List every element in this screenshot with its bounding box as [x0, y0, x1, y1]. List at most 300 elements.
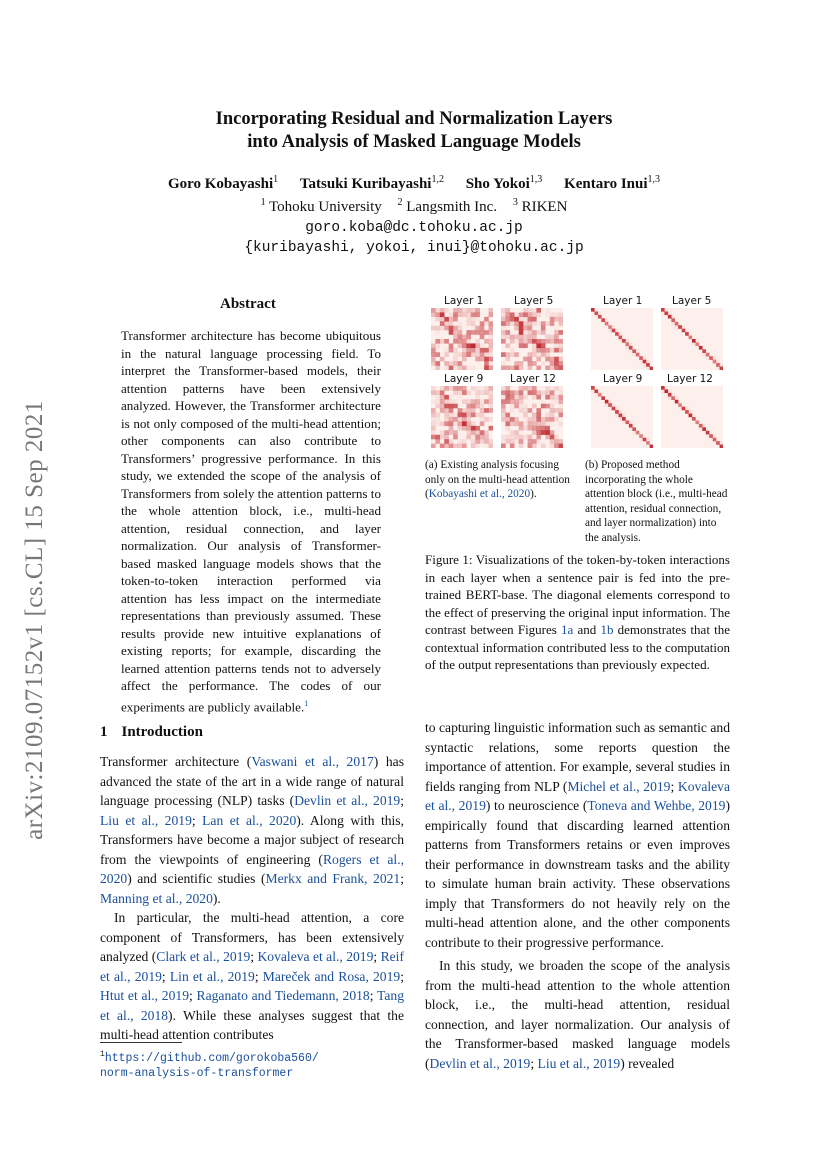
heatmap-cell	[692, 417, 696, 421]
heatmap-cell	[510, 408, 515, 413]
heatmap-cell	[528, 435, 533, 440]
heatmap-cell	[550, 435, 555, 440]
author: Sho Yokoi$^{1,3}$	[465, 174, 543, 192]
citation-link[interactable]: Kovaleva et al., 2019	[257, 949, 374, 964]
citation-link[interactable]: Clark et al., 2019	[156, 949, 251, 964]
heatmap-cell	[462, 335, 467, 340]
heatmap-cell	[550, 386, 555, 391]
heatmap-b-layer1	[591, 308, 653, 370]
heatmap-cell	[536, 352, 541, 357]
heatmap-cell	[462, 399, 467, 404]
heatmap-cell	[510, 317, 515, 322]
heatmap-cell	[453, 308, 458, 313]
citation-link[interactable]: Lan et al., 2020	[202, 812, 297, 828]
figure-ref-1a[interactable]: 1a	[561, 622, 574, 637]
heatmap-cell	[545, 421, 550, 426]
heatmap-cell	[664, 311, 668, 315]
heatmap-cell	[528, 308, 533, 313]
heatmap-cell	[554, 395, 559, 400]
heatmap-cell	[661, 311, 665, 315]
heatmap-cell	[458, 386, 463, 391]
heatmap-cell	[431, 413, 436, 418]
heatmap-cell	[536, 366, 541, 370]
heatmap-cell	[449, 404, 454, 409]
heatmap-cell	[466, 399, 471, 404]
heatmap-cell	[528, 421, 533, 426]
citation-link[interactable]: Merkx and Frank, 2021	[265, 871, 401, 886]
heatmap-cell	[541, 343, 546, 348]
heatmap-cell	[484, 330, 489, 335]
heatmap-cell	[505, 435, 510, 440]
heatmap-cell	[462, 366, 467, 370]
heatmap-cell	[559, 330, 563, 335]
heatmap-cell	[523, 357, 528, 362]
heatmap-cell	[480, 390, 485, 395]
heatmap-cell	[462, 390, 467, 395]
heatmap-cell	[545, 435, 550, 440]
heatmap-cell	[519, 435, 524, 440]
heatmap-cell	[550, 417, 555, 422]
heatmap-cell	[458, 439, 463, 444]
heatmap-cell	[554, 348, 559, 353]
heatmap-cell	[440, 357, 445, 362]
heatmap-cell	[449, 326, 454, 331]
heatmap-cell	[440, 321, 445, 326]
heatmap-cell	[550, 444, 555, 448]
heatmap-cell	[440, 435, 445, 440]
heatmap-cell	[643, 360, 647, 364]
heatmap-cell	[532, 361, 537, 366]
author: Tatsuki Kuribayashi$^{1,2}$	[299, 174, 444, 192]
heatmap-cell	[480, 343, 485, 348]
heatmap-cell	[685, 407, 689, 411]
heatmap-cell	[629, 346, 633, 350]
heatmap-b-layer12	[661, 386, 723, 448]
heatmap-cell	[489, 390, 493, 395]
heatmap-cell	[510, 321, 515, 326]
heatmap-cell	[440, 444, 445, 448]
heatmap-cell	[671, 396, 675, 400]
heatmap-cell	[536, 435, 541, 440]
heatmap-cell	[501, 417, 506, 422]
heatmap-cell	[601, 396, 605, 400]
heatmap-cell	[699, 424, 703, 428]
heatmap-cell	[699, 427, 703, 431]
figure-ref-1b[interactable]: 1b	[600, 622, 614, 637]
heatmap-cell	[619, 414, 623, 418]
heatmap-cell	[532, 430, 537, 435]
heatmap-cell	[435, 390, 440, 395]
heatmap-cell	[449, 366, 454, 370]
heatmap-cell	[480, 421, 485, 426]
heatmap-cell	[605, 403, 609, 407]
heatmap-cell	[514, 335, 519, 340]
heatmap-cell	[462, 444, 467, 448]
affiliation: $^1$ Tohoku University	[260, 197, 382, 215]
citation-link[interactable]: Tang et al., 2018	[100, 988, 404, 1023]
heatmap-cell	[541, 348, 546, 353]
heatmap-cell	[480, 439, 485, 444]
heatmap-cell	[458, 413, 463, 418]
heatmap-cell	[514, 430, 519, 435]
heatmap-cell	[462, 386, 467, 391]
heatmap-cell	[505, 421, 510, 426]
heatmap-cell	[505, 366, 510, 370]
heatmap-cell	[462, 439, 467, 444]
heatmap-cell	[643, 356, 647, 360]
citation-link[interactable]: Michel et al., 2019	[567, 778, 671, 794]
heatmap-cell	[475, 308, 480, 313]
heatmap-cell	[629, 424, 633, 428]
heatmap-cell	[541, 321, 546, 326]
heatmap-cell	[466, 317, 471, 322]
heatmap-cell	[489, 312, 493, 317]
heatmap-cell	[471, 348, 476, 353]
heatmap-cell	[505, 357, 510, 362]
heatmap-cell	[501, 330, 506, 335]
heatmap-cell	[608, 407, 612, 411]
heatmap-cell	[541, 330, 546, 335]
heatmap-cell	[675, 396, 679, 400]
heatmap-cell	[466, 330, 471, 335]
heatmap-cell	[505, 426, 510, 431]
heatmap-cell	[505, 335, 510, 340]
heatmap-cell	[608, 325, 612, 329]
heatmap-cell	[471, 430, 476, 435]
heatmap-cell	[489, 426, 493, 431]
layer-label: Layer 5	[672, 295, 712, 307]
paragraph: Transformer architecture (Vaswani et al., 2017) has advanced the state of the art in a wide range of natural language processing (NLP) tasks (Devlin et al., 2019; Liu et al., 2019; Lan et al., 2020). Along with this, Transformers have become a major subject of research from the viewpoints of engineering (Rogers et al., 2020) and scientific studies (Merkx and Frank, 2021; Manning et al., 2020).	[100, 754, 405, 906]
heatmap-cell	[471, 426, 476, 431]
citation-link[interactable]: Devlin et al., 2019	[429, 1055, 531, 1071]
heatmap-cell	[475, 312, 480, 317]
heatmap-cell	[501, 395, 506, 400]
heatmap-cell	[501, 321, 506, 326]
footnote-url-cont[interactable]: norm-analysis-of-transformer	[100, 1066, 294, 1080]
heatmap-cell	[523, 435, 528, 440]
heatmap-cell	[550, 357, 555, 362]
heatmap-cell	[475, 426, 480, 431]
heatmap-cell	[449, 430, 454, 435]
heatmap-cell	[480, 386, 485, 391]
heatmap-cell	[612, 407, 616, 411]
heatmap-cell	[475, 399, 480, 404]
heatmap-cell	[523, 395, 528, 400]
heatmap-cell	[720, 363, 723, 367]
heatmap-cell	[484, 439, 489, 444]
heatmap-cell	[720, 445, 723, 448]
heatmap-cell	[505, 317, 510, 322]
heatmap-cell	[519, 361, 524, 366]
heatmap-cell	[559, 390, 563, 395]
heatmap-cell	[501, 317, 506, 322]
heatmap-cell	[523, 339, 528, 344]
heatmap-cell	[489, 395, 493, 400]
heatmap-cell	[532, 404, 537, 409]
heatmap-a-layer12	[501, 386, 563, 448]
heatmap-b-layer9	[591, 386, 653, 448]
heatmap-cell	[622, 339, 626, 343]
citation-link[interactable]: Raganato and Tiedemann, 2018	[196, 988, 370, 1003]
heatmap-cell	[668, 315, 672, 319]
heatmap-cell	[536, 312, 541, 317]
heatmap-cell	[480, 335, 485, 340]
citation-link[interactable]: Rogers et al., 2020	[100, 851, 404, 886]
heatmap-cell	[489, 308, 493, 313]
heatmap-cell	[720, 441, 723, 445]
heatmap-cell	[709, 356, 713, 360]
heatmap-cell	[484, 430, 489, 435]
heatmap-cell	[505, 321, 510, 326]
citation-link[interactable]: Kovaleva et al., 2019	[425, 778, 730, 813]
heatmap-cell	[510, 348, 515, 353]
heatmap-cell	[646, 363, 650, 367]
heatmap-cell	[545, 312, 550, 317]
heatmap-cell	[713, 438, 717, 442]
heatmap-cell	[510, 399, 515, 404]
citation-link[interactable]: Liu et al., 2019	[537, 1055, 621, 1071]
heatmap-cell	[458, 366, 463, 370]
heatmap-cell	[532, 348, 537, 353]
heatmap-cell	[716, 441, 720, 445]
heatmap-cell	[466, 348, 471, 353]
heatmap-cell	[541, 339, 546, 344]
heatmap-cell	[709, 434, 713, 438]
heatmap-cell	[532, 330, 537, 335]
heatmap-cell	[440, 386, 445, 391]
heatmap-cell	[532, 321, 537, 326]
heatmap-cell	[440, 317, 445, 322]
heatmap-cell	[523, 326, 528, 331]
layer-label: Layer 12	[667, 373, 713, 385]
heatmap-cell	[501, 408, 506, 413]
heatmap-cell	[462, 417, 467, 422]
heatmap-cell	[559, 321, 563, 326]
heatmap-cell	[489, 417, 493, 422]
heatmap-cell	[554, 317, 559, 322]
citation-link[interactable]: Manning et al., 2020	[100, 890, 213, 906]
heatmap-cell	[706, 434, 710, 438]
citation-link[interactable]: Reif et al., 2019	[100, 949, 404, 984]
heatmap-cell	[541, 417, 546, 422]
heatmap-cell	[444, 430, 449, 435]
heatmap-cell	[440, 312, 445, 317]
heatmap-cell	[605, 318, 609, 322]
heatmap-cell	[505, 308, 510, 313]
author: Goro Kobayashi$^1$	[167, 174, 279, 192]
heatmap-cell	[706, 356, 710, 360]
heatmap-cell	[528, 417, 533, 422]
heatmap-cell	[550, 317, 555, 322]
heatmap-cell	[523, 404, 528, 409]
citation-link[interactable]: Htut et al., 2019	[100, 988, 189, 1003]
citation-link[interactable]: Lin et al., 2019	[169, 968, 255, 984]
heatmap-cell	[458, 421, 463, 426]
heatmap-cell	[702, 427, 706, 431]
heatmap-cell	[431, 343, 436, 348]
heatmap-cell	[484, 352, 489, 357]
heatmap-cell	[550, 395, 555, 400]
heatmap-cell	[449, 417, 454, 422]
affiliation-list	[100, 197, 728, 216]
heatmap-cell	[528, 366, 533, 370]
citation-link[interactable]: Mareček and Rosa, 2019	[262, 968, 401, 984]
heatmap-cell	[536, 430, 541, 435]
heatmap-cell	[514, 361, 519, 366]
citation-link[interactable]: Liu et al., 2019	[100, 812, 192, 828]
citation-link[interactable]: Toneva and Wehbe, 2019	[587, 798, 726, 813]
heatmap-cell	[550, 335, 555, 340]
heatmap-cell	[435, 417, 440, 422]
heatmap-cell	[532, 417, 537, 422]
heatmap-cell	[453, 361, 458, 366]
heatmap-cell	[594, 389, 598, 393]
heatmap-cell	[536, 343, 541, 348]
heatmap-cell	[528, 330, 533, 335]
heatmap-cell	[519, 426, 524, 431]
heatmap-cell	[489, 444, 493, 448]
heatmap-cell	[431, 386, 436, 391]
citation-link[interactable]: Kobayashi et al., 2020	[428, 488, 531, 500]
heatmap-cell	[458, 343, 463, 348]
heatmap-cell	[550, 408, 555, 413]
heatmap-cell	[462, 339, 467, 344]
heatmap-cell	[625, 342, 629, 346]
heatmap-cell	[466, 404, 471, 409]
heatmap-cell	[661, 308, 665, 312]
heatmap-cell	[528, 390, 533, 395]
heatmap-cell	[559, 444, 563, 448]
paragraph: In particular, the multi-head attention, a core component of Transformers, has been extensively analyzed (Clark et al., 2019; Kovaleva et al., 2019; Reif et al., 2019; Lin et al., 2019; Mareček and Rosa, 2019; Htut et al., 2019; Raganato and Tiedemann, 2018; Tang et al., 2018). While these analyses suggest that the multi-head attention contributes	[100, 910, 404, 1042]
heatmap-cell	[523, 417, 528, 422]
heatmap-cell	[480, 321, 485, 326]
heatmap-cell	[471, 408, 476, 413]
heatmap-cell	[532, 335, 537, 340]
heatmap-cell	[484, 366, 489, 370]
heatmap-cell	[510, 395, 515, 400]
heatmap-cell	[453, 386, 458, 391]
heatmap-cell	[458, 417, 463, 422]
heatmap-cell	[559, 404, 563, 409]
footnote-url[interactable]: https://github.com/gorokoba560/	[104, 1051, 319, 1065]
heatmap-cell	[550, 404, 555, 409]
heatmap-cell	[519, 408, 524, 413]
heatmap-cell	[545, 390, 550, 395]
heatmap-cell	[545, 308, 550, 313]
heatmap-cell	[550, 439, 555, 444]
heatmap-cell	[480, 430, 485, 435]
heatmap-cell	[444, 408, 449, 413]
citation-link[interactable]: Devlin et al., 2019	[294, 793, 401, 808]
heatmap-cell	[501, 308, 506, 313]
email-primary: goro.koba@dc.tohoku.ac.jp	[305, 220, 523, 236]
heatmap-cell	[453, 390, 458, 395]
heatmap-cell	[462, 343, 467, 348]
heatmap-cell	[559, 361, 563, 366]
heatmap-cell	[608, 400, 612, 404]
heatmap-cell	[716, 367, 720, 370]
heatmap-cell	[435, 361, 440, 366]
heatmap-cell	[510, 421, 515, 426]
heatmap-cell	[528, 357, 533, 362]
heatmap-cell	[489, 352, 493, 357]
heatmap-cell	[449, 421, 454, 426]
heatmap-cell	[466, 417, 471, 422]
heatmap-cell	[440, 339, 445, 344]
citation-link[interactable]: Vaswani et al., 2017	[251, 754, 374, 769]
heatmap-cell	[519, 335, 524, 340]
paper-title: Incorporating Residual and Normalization Layers into Analysis of Masked Language Models	[215, 109, 613, 152]
heatmap-cell	[550, 390, 555, 395]
heatmap-cell	[462, 312, 467, 317]
heatmap-cell	[536, 421, 541, 426]
heatmap-cell	[444, 413, 449, 418]
layer-label: Layer 1	[603, 295, 643, 307]
heatmap-cell	[661, 389, 665, 393]
heatmap-cell	[484, 435, 489, 440]
heatmap-cell	[453, 352, 458, 357]
heatmap-cell	[431, 361, 436, 366]
heatmap-cell	[646, 438, 650, 442]
heatmap-cell	[501, 339, 506, 344]
footnote-mark[interactable]: 1	[304, 698, 309, 708]
heatmap-cell	[471, 399, 476, 404]
heatmap-cell	[545, 357, 550, 362]
heatmap-cell	[545, 413, 550, 418]
heatmap-cell	[453, 317, 458, 322]
heatmap-cell	[431, 308, 436, 313]
heatmap-cell	[505, 417, 510, 422]
heatmap-cell	[541, 444, 546, 448]
heatmap-cell	[541, 352, 546, 357]
heatmap-cell	[692, 414, 696, 418]
heatmap-cell	[480, 348, 485, 353]
heatmap-cell	[612, 403, 616, 407]
heatmap-cell	[453, 366, 458, 370]
heatmap-cell	[475, 330, 480, 335]
heatmap-cell	[532, 426, 537, 431]
heatmap-cell	[519, 439, 524, 444]
heatmap-cell	[440, 404, 445, 409]
heatmap-cell	[559, 386, 563, 391]
heatmap-cell	[523, 335, 528, 340]
heatmap-cell	[489, 343, 493, 348]
heatmap-cell	[514, 399, 519, 404]
heatmap-cell	[675, 322, 679, 326]
heatmap-cell	[605, 400, 609, 404]
heatmap-cell	[510, 417, 515, 422]
heatmap-cell	[435, 348, 440, 353]
heatmap-cell	[484, 321, 489, 326]
heatmap-cell	[519, 421, 524, 426]
heatmap-cell	[629, 420, 633, 424]
heatmap-cell	[545, 386, 550, 391]
heatmap-cell	[505, 386, 510, 391]
heatmap-cell	[514, 339, 519, 344]
heatmap-cell	[484, 399, 489, 404]
heatmap-cell	[528, 317, 533, 322]
heatmap-cell	[489, 321, 493, 326]
heatmap-cell	[501, 399, 506, 404]
heatmap-cell	[664, 308, 668, 312]
heatmap-cell	[702, 353, 706, 357]
heatmap-cell	[559, 399, 563, 404]
heatmap-cell	[444, 439, 449, 444]
heatmap-cell	[514, 321, 519, 326]
heatmap-cell	[523, 343, 528, 348]
heatmap-cell	[466, 421, 471, 426]
heatmap-cell	[453, 339, 458, 344]
